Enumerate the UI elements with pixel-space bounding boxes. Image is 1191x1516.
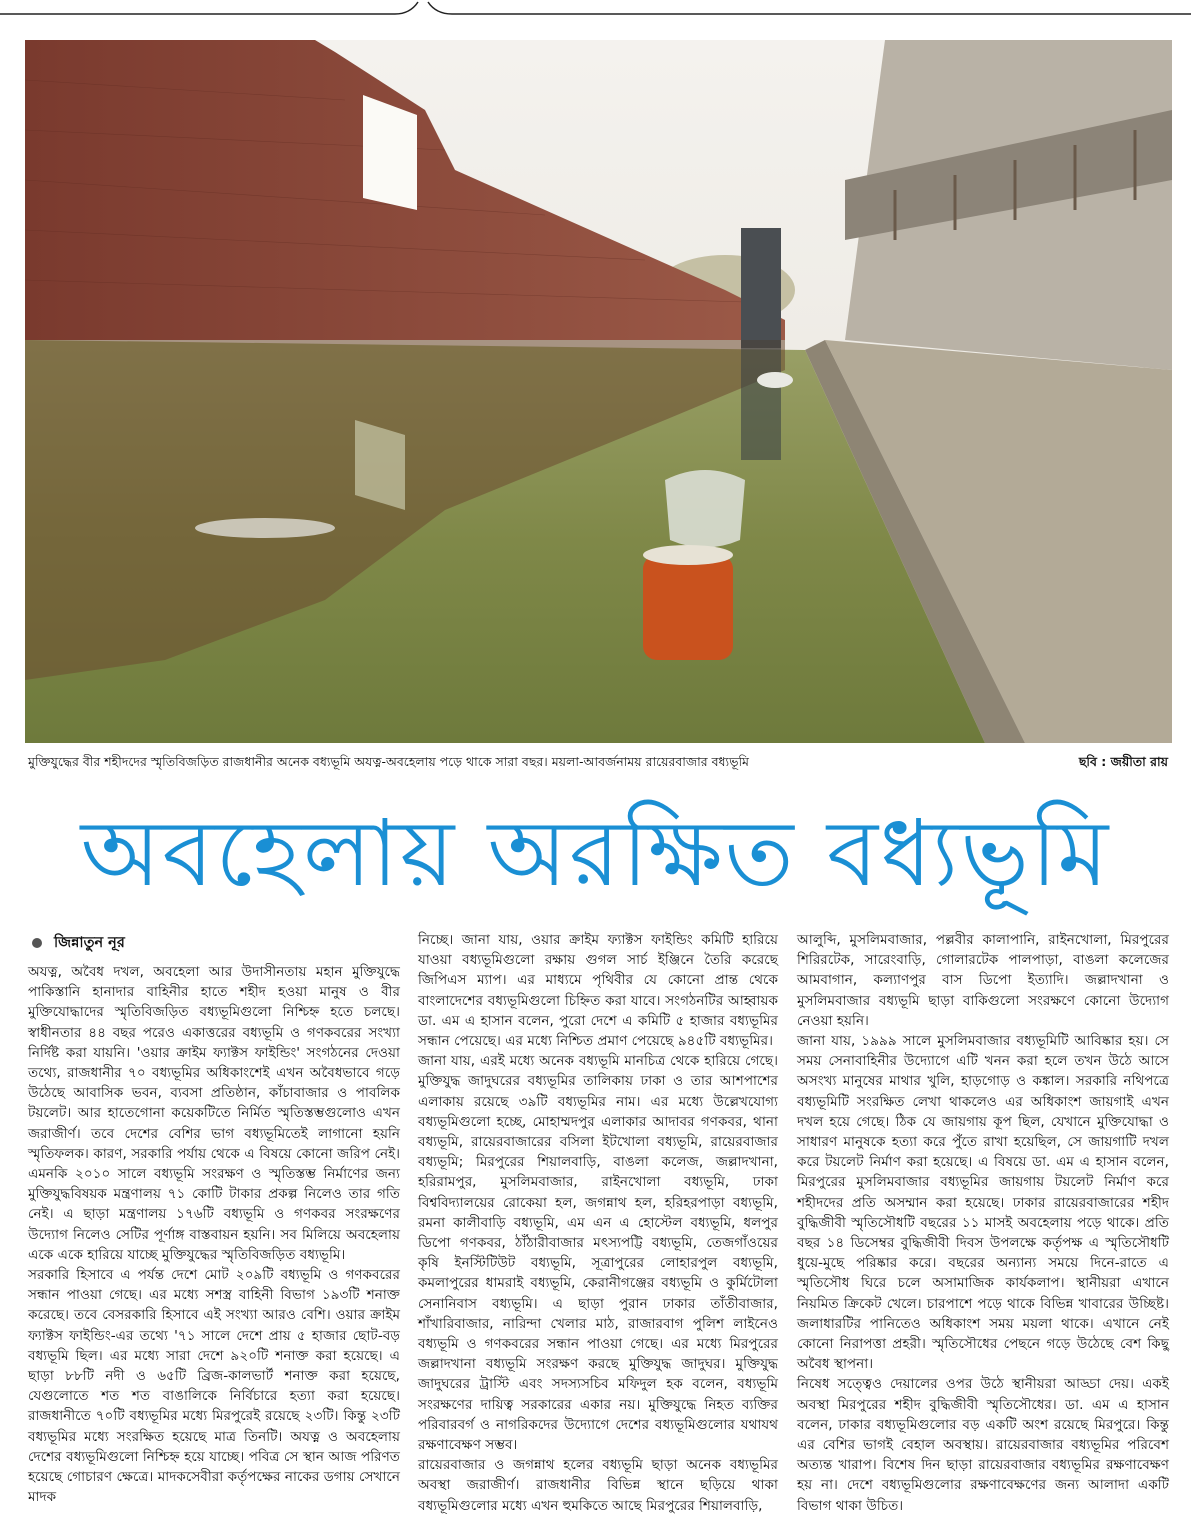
- news-photo: [25, 40, 1172, 743]
- article-column-2: [418, 930, 778, 1514]
- photo-credit: ছবি : জয়ীতা রায়: [1078, 754, 1168, 769]
- paragraph: রায়েরবাজার ও জগন্নাথ হলের বধ্যভূমি ছাড়া অনেক বধ্যভূমির অবস্থা জরাজীর্ণ। রাজধানীর বিভিন্ন স্থানে ছড়িয়ে থাকা বধ্যভূমিগুলোর মধ্যে এখন হুমকিতে আছে মিরপুরের শিয়ালবাড়ি,: [418, 1457, 778, 1514]
- headline: অবহেলায় অরক্ষিত বধ্যভূমি: [80, 800, 1111, 907]
- paragraph: জানা যায়, ১৯৯৯ সালে মুসলিমবাজার বধ্যভূমিটি আবিষ্কার হয়। সে সময় সেনাবাহিনীর উদ্যোগে এটি খনন করা হলে তখন উঠে আসে অসংখ্য মানুষের মাথার খুলি, হাড়গোড় ও কঙ্কাল। সরকারি নথিপত্রে বধ্যভূমিটি সংরক্ষিত লেখা থাকলেও এর অধিকাংশ জায়গাই এখন দখল হয়ে গেছে। ঠিক যে জায়গায় কূপ ছিল, যেখানে মুক্তিযোদ্ধা ও সাধারণ মানুষকে হত্যা করে পুঁতে রাখা হয়েছিল, সে জায়গাটি দখল করে টয়লেট নির্মাণ করা হয়েছে। এ বিষয়ে ডা. এম এ হাসান বলেন, মিরপুরের মুসলিমবাজার বধ্যভূমির জায়গায় টয়লেট নির্মাণ করে শহীদদের প্রতি অসম্মান করা হয়েছে। ঢাকার রায়েরবাজারের শহীদ বুদ্ধিজীবী স্মৃতিসৌধটি বছরের ১১ মাসই অবহেলায় পড়ে থাকে। প্রতি বছর ১৪ ডিসেম্বর বুদ্ধিজীবী দিবস উপলক্ষে কর্তৃপক্ষ এ স্মৃতিসৌধটি ধুয়ে-মুছে পরিষ্কার করে। বছরের অন্যান্য সময়ে দিনে-রাতে এ স্মৃতিসৌধ ঘিরে চলে অসামাজিক কার্যকলাপ। স্থানীয়রা এখানে নিয়মিত ক্রিকেট খেলে। চারপাশে পড়ে থাকে বিভিন্ন খাবারের উচ্ছিষ্ট। জলাধারটির পানিতেও অধিকাংশ সময় ময়লা থাকে। এখানে নেই কোনো নিরাপত্তা প্রহরী। স্মৃতিসৌধের পেছনে গড়ে উঠেছে বেশ কিছু অবৈধ স্থাপনা।: [797, 1033, 1169, 1373]
- byline: [28, 930, 400, 956]
- page-top-frame: [0, 0, 1191, 24]
- paragraph: আলুব্দি, মুসলিমবাজার, পল্লবীর কালাপানি, রাইনখোলা, মিরপুরের শিরিরটেক, সারেংবাড়ি, গোলারটেক পালপাড়া, বাঙলা কলেজের আমবাগান, কল্যাণপুর বাস ডিপো ইত্যাদি। জল্লাদখানা ও মুসলিমবাজার বধ্যভূমি ছাড়া বাকিগুলো সংরক্ষণে কোনো উদ্যোগ নেওয়া হয়নি।: [797, 932, 1169, 1029]
- bullet-icon: [32, 938, 42, 948]
- paragraph: জানা যায়, এরই মধ্যে অনেক বধ্যভূমি মানচিত্র থেকে হারিয়ে গেছে। মুক্তিযুদ্ধ জাদুঘরের বধ্যভূমির তালিকায় ঢাকা ও তার আশপাশের এলাকায় রয়েছে ৩৯টি বধ্যভূমির নাম। এর মধ্যে উল্লেখযোগ্য বধ্যভূমিগুলো হচ্ছে, মোহাম্মদপুর এলাকার আদাবর গণকবর, থানা বধ্যভূমি, রায়েরবাজারের বসিলা ইটখোলা বধ্যভূমি, রায়েরবাজার বধ্যভূমি; মিরপুরের শিয়ালবাড়ি, বাঙলা কলেজ, জল্লাদখানা, হরিরামপুর, মুসলিমবাজার, রাইনখোলা বধ্যভূমি, ঢাকা বিশ্ববিদ্যালয়ের রোকেয়া হল, জগন্নাথ হল, হরিহরপাড়া বধ্যভূমি, রমনা কালীবাড়ি বধ্যভূমি, এম এন এ হোস্টেল বধ্যভূমি, ধলপুর ডিপো গণকবর, ঠাঁঠারীবাজার মৎস্যপট্টি বধ্যভূমি, তেজগাঁওয়ের কৃষি ইনস্টিটিউট বধ্যভূমি, সূত্রাপুরের লোহারপুল বধ্যভূমি, কমলাপুরের ধামরাই বধ্যভূমি, কেরানীগঞ্জের বধ্যভূমি ও কুর্মিটোলা সেনানিবাস বধ্যভূমি। এ ছাড়া পুরান ঢাকার তাঁতীবাজার, শাঁখারিবাজার, নারিন্দা খেলার মাঠ, রাজারবাগ পুলিশ লাইনেও বধ্যভূমি ও গণকবরের সন্ধান পাওয়া গেছে। এর মধ্যে মিরপুরের জল্লাদখানা বধ্যভূমি সংরক্ষণ করছে মুক্তিযুদ্ধ জাদুঘর। মুক্তিযুদ্ধ জাদুঘরের ট্রাস্টি এবং সদস্যসচিব মফিদুল হক বলেন, বধ্যভূমি সংরক্ষণের দায়িত্ব সরকারের একার নয়। মুক্তিযুদ্ধে নিহত ব্যক্তির পরিবারবর্গ ও নাগরিকদের উদ্যোগে দেশের বধ্যভূমিগুলোর যথাযথ রক্ষণাবেক্ষণ সম্ভব।: [418, 1053, 778, 1454]
- byline-author: জিন্নাতুন নূর: [54, 934, 125, 951]
- paragraph: সরকারি হিসাবে এ পর্যন্ত দেশে মোট ২০৯টি বধ্যভূমি ও গণকবরের সন্ধান পাওয়া গেছে। এর মধ্যে সশস্ত্র বাহিনী বিভাগ ১৯৩টি শনাক্ত করেছে। তবে বেসরকারি হিসাবে এই সংখ্যা আরও বেশি। ওয়ার ক্রাইম ফ্যাক্টস ফাইন্ডিং-এর তথ্যে '৭১ সালে দেশে প্রায় ৫ হাজার ছোট-বড় বধ্যভূমি ছিল। এর মধ্যে সারা দেশে ৯২০টি শনাক্ত করা হয়েছে। এ ছাড়া ৮৮টি নদী ও ৬৫টি ব্রিজ-কালভার্ট শনাক্ত করা হয়েছে, যেগুলোতে শত শত বাঙালিকে নির্বিচারে হত্যা করা হয়েছে। রাজধানীতে ৭০টি বধ্যভূমির মধ্যে মিরপুরেই রয়েছে ২৩টি। কিন্তু ২৩টি বধ্যভূমির মধ্যে সংরক্ষিত হয়েছে মাত্র তিনটি। অযত্ন ও অবহেলায় দেশের বধ্যভূমিগুলো নিশ্চিহ্ন হয়ে যাচ্ছে। পবিত্র সে স্থান আজ পরিণত হয়েছে গোচারণ ক্ষেত্রে। মাদকসেবীরা কর্তৃপক্ষের নাকের ডগায় সেখানে মাদক: [28, 1267, 400, 1506]
- paragraph: নিষেধ সত্ত্বেও দেয়ালের ওপর উঠে স্থানীয়রা আড্ডা দেয়। একই অবস্থা মিরপুরের শহীদ বুদ্ধিজীবী স্মৃতিসৌধের। ডা. এম এ হাসান বলেন, ঢাকার বধ্যভূমিগুলোর বড় একটি অংশ রয়েছে মিরপুরে। কিন্তু এর বেশির ভাগই বেহাল অবস্থায়। রায়েরবাজার বধ্যভূমির পরিবেশ অত্যন্ত খারাপ। বিশেষ দিন ছাড়া রায়েরবাজার বধ্যভূমির রক্ষণাবেক্ষণ হয় না। দেশে বধ্যভূমিগুলোর রক্ষণাবেক্ষণের জন্য আলাদা একটি বিভাগ থাকা উচিত।: [797, 1376, 1169, 1514]
- paragraph: অযত্ন, অবৈধ দখল, অবহেলা আর উদাসীনতায় মহান মুক্তিযুদ্ধে পাকিস্তানি হানাদার বাহিনীর হাতে শহীদ হওয়া মানুষ ও বীর মুক্তিযোদ্ধাদের স্মৃতিবিজড়িত বধ্যভূমিগুলো নিশ্চিহ্ন হতে চলছে। স্বাধীনতার ৪৪ বছর পরেও একাত্তরের বধ্যভূমি ও গণকবরের সংখ্যা নির্দিষ্ট করা যায়নি। 'ওয়ার ক্রাইম ফ্যাক্টস ফাইন্ডিং' সংগঠনের দেওয়া তথ্যে, রাজধানীর ৭০ বধ্যভূমির অধিকাংশেই এখন অবৈধভাবে গড়ে উঠেছে আবাসিক ভবন, ব্যবসা প্রতিষ্ঠান, কাঁচাবাজার ও পাবলিক টয়লেট। আর হাতেগোনা কয়েকটিতে নির্মিত স্মৃতিস্তম্ভগুলোও এখন জরাজীর্ণ। তবে দেশের বেশির ভাগ বধ্যভূমিতেই লাগানো হয়নি স্মৃতিফলক। কারণ, সরকারি পর্যায় থেকে এ বিষয়ে কোনো জরিপ নেই। এমনকি ২০১০ সালে বধ্যভূমি সংরক্ষণ ও স্মৃতিস্তম্ভ নির্মাণের জন্য মুক্তিযুদ্ধবিষয়ক মন্ত্রণালয় ৭১ কোটি টাকার প্রকল্প নিলেও তার গতি নেই। এ ছাড়া মন্ত্রণালয় ১৭৬টি বধ্যভূমি ও গণকবর সংরক্ষণের উদ্যোগ নিলেও সেটির পূর্ণাঙ্গ বাস্তবায়ন হয়নি। সব মিলিয়ে অবহেলায় একে একে হারিয়ে যাচ্ছে মুক্তিযুদ্ধের স্মৃতিবিজড়িত বধ্যভূমি।: [28, 964, 400, 1263]
- caption-text: মুক্তিযুদ্ধের বীর শহীদদের স্মৃতিবিজড়িত রাজধানীর অনেক বধ্যভূমি অযত্ন-অবহেলায় পড়ে থাকে সারা বছর। ময়লা-আবর্জনাময় রায়েরবাজার বধ্যভূমি: [28, 754, 749, 769]
- article-column-1: [28, 930, 400, 1506]
- paragraph: নিচ্ছে। জানা যায়, ওয়ার ক্রাইম ফ্যাক্টস ফাইন্ডিং কমিটি হারিয়ে যাওয়া বধ্যভূমিগুলো রক্ষায় গুগল সার্চ ইঞ্জিনে তৈরি করেছে জিপিএস ম্যাপ। এর মাধ্যমে পৃথিবীর যে কোনো প্রান্ত থেকে বাংলাদেশের বধ্যভূমিগুলো চিহ্নিত করা যাবে। সংগঠনটির আহ্বায়ক ডা. এম এ হাসান বলেন, পুরো দেশে এ কমিটি ৫ হাজার বধ্যভূমির সন্ধান পেয়েছে। এর মধ্যে নিশ্চিত প্রমাণ পেয়েছে ৯৪৫টি বধ্যভূমির।: [418, 932, 778, 1050]
- photo-caption: [28, 752, 1168, 772]
- article-column-3: [797, 930, 1169, 1514]
